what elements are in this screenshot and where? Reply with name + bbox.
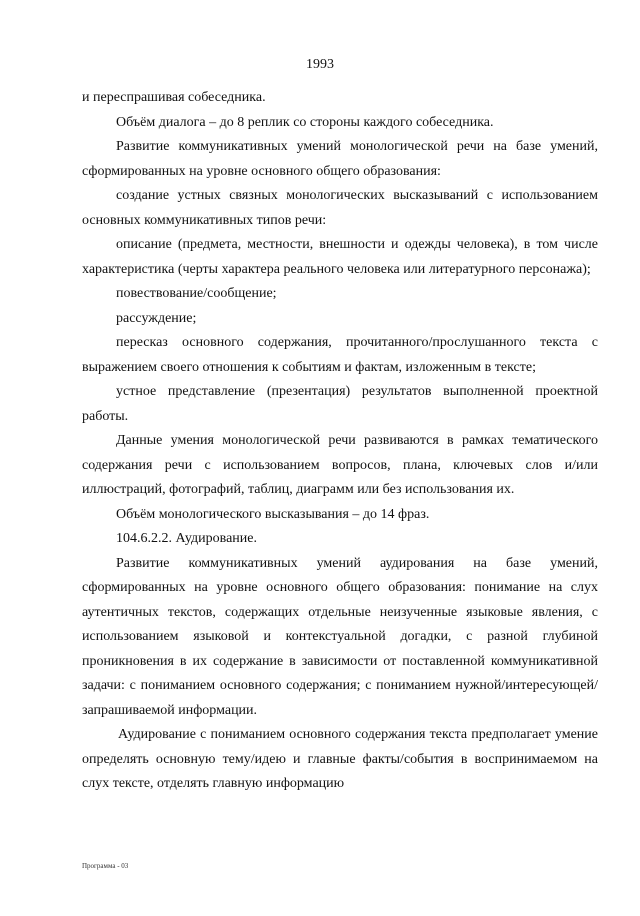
page-number: 1993	[306, 57, 334, 72]
paragraph-3: Развитие коммуникативных умений монологической речи на базе умений, сформированных на уровне основного общего образования:	[82, 139, 598, 179]
paragraph-9: устное представление (презентация) результатов выполненной проектной работы.	[82, 384, 598, 424]
paragraph-2: Объём диалога – до 8 реплик со стороны каждого собеседника.	[116, 114, 494, 130]
paragraph-11: Объём монологического высказывания – до 14 фраз.	[116, 506, 430, 522]
paragraph-6: повествование/сообщение;	[116, 286, 277, 301]
footer-note: Программа - 03	[82, 862, 129, 870]
paragraph-10: Данные умения монологической речи развиваются в рамках тематического содержания речи с использованием вопросов, плана, ключевых слов и/или иллюстраций, фотографий, таблиц, диаграмм или без использования их.	[82, 433, 598, 497]
paragraph-14: Аудирование с пониманием основного содержания текста предполагает умение определять основную тему/идею и главные факты/события в воспринимаемом на слух тексте, отделять главную информацию	[82, 727, 598, 791]
paragraph-4: создание устных связных монологических высказываний с использованием основных коммуникативных типов речи:	[82, 188, 598, 228]
paragraph-1: и переспрашивая собеседника.	[82, 90, 266, 105]
paragraph-13: Развитие коммуникативных умений аудирования на базе умений, сформированных на уровне основного общего образования: понимание на слух аутентичных текстов, содержащих отдельные неизученные языковые явления, с использованием языковой и контекстуальной догадки, с разной глубиной проникновения в их содержание в зависимости от поставленной коммуникативной задачи: с пониманием основного содержания; с пониманием нужной/интересующей/запрашиваемой информации.	[82, 555, 598, 718]
paragraph-5: описание (предмета, местности, внешности и одежды человека), в том числе характеристика (черты характера реального человека или литературного персонажа);	[82, 237, 598, 277]
body-text	[82, 86, 598, 797]
paragraph-7: рассуждение;	[116, 310, 197, 326]
section-heading: 104.6.2.2. Аудирование.	[116, 531, 257, 546]
paragraph-8: пересказ основного содержания, прочитанного/прослушанного текста с выражением своего отношения к событиям и фактам, изложенным в тексте;	[82, 335, 598, 375]
